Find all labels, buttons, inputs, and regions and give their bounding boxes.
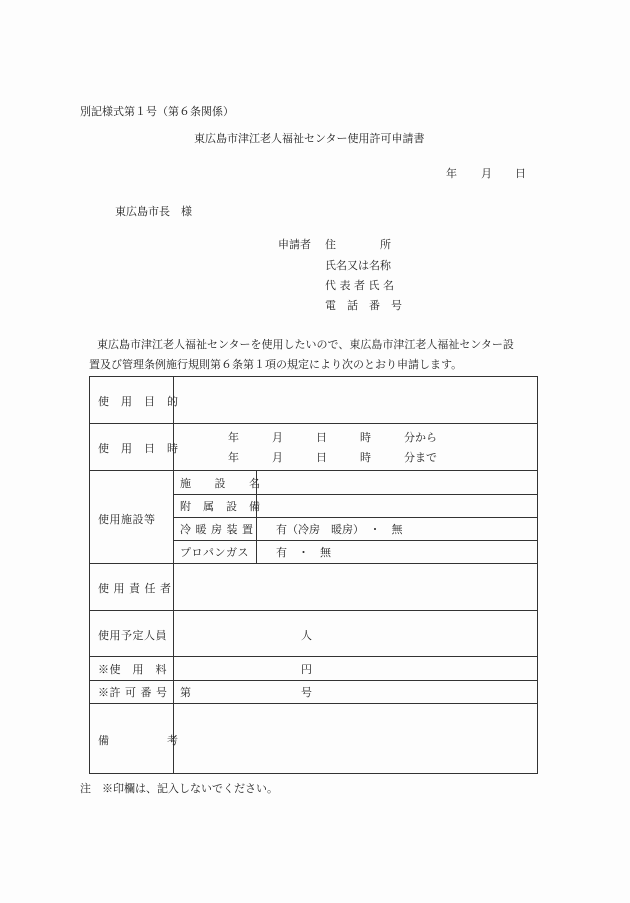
date-year-label: 年 [446,167,457,180]
applicant-label: 申請者 [278,238,311,251]
equipment-field[interactable] [258,495,535,516]
fee-unit: 円 [301,663,312,676]
remarks-field[interactable] [175,704,535,772]
form-title: 東広島市津江老人福祉センター使用許可申請書 [194,132,425,145]
date-day-label: 日 [515,167,526,180]
intro-line-2: 置及び管理条例施行規則第６条第１項の規定により次のとおり申請します。 [89,358,463,371]
datetime-label: 使 用 日 時 [98,442,179,455]
fee-label: ※使 用 料 [98,663,167,676]
row-divider [90,423,537,424]
row-divider [174,517,537,518]
propane-label: プロパンガス [180,546,249,559]
attendees-unit: 人 [301,629,312,642]
applicant-name-label: 氏名又は名称 [325,259,391,272]
row-divider [90,656,537,657]
purpose-label: 使 用 目 的 [98,395,179,408]
equipment-label: 附 属 設 備 [180,500,261,513]
row-divider [90,610,537,611]
applicant-address-label: 住 所 [325,238,391,251]
datetime-from[interactable]: 年 月 日 時 分から [228,431,437,444]
aircon-options[interactable]: 有（冷房 暖房） ・ 無 [276,523,403,536]
row-divider [174,540,537,541]
addressee: 東広島市長 様 [115,205,192,218]
row-divider [90,680,537,681]
applicant-phone-label: 電 話 番 号 [325,299,402,312]
permit-label: ※許 可 番 号 [98,686,168,699]
attendees-label: 使用予定人員 [98,629,167,642]
permit-prefix: 第 [180,686,191,699]
footer-note: 注 ※印欄は、記入しないでください。 [80,782,278,795]
applicant-representative-label: 代 表 者 氏 名 [325,279,394,292]
label-column-divider [173,377,174,773]
aircon-label: 冷 暖 房 装 置 [180,523,254,536]
remarks-label: 備 考 [98,734,179,747]
propane-options[interactable]: 有 ・ 無 [276,546,331,559]
facilities-label: 使用施設等 [98,513,156,526]
form-number: 別記様式第１号（第６条関係） [80,105,234,118]
manager-label: 使 用 責 任 者 [98,582,172,595]
manager-field[interactable] [175,564,535,609]
purpose-field[interactable] [175,378,535,422]
date-month-label: 月 [481,167,492,180]
facility-name-label: 施 設 名 [180,477,261,490]
permit-suffix: 号 [301,686,312,699]
datetime-to[interactable]: 年 月 日 時 分まで [228,451,437,464]
intro-line-1: 東広島市津江老人福祉センターを使用したいので、東広島市津江老人福祉センター設 [97,338,514,351]
facility-name-field[interactable] [258,471,535,493]
